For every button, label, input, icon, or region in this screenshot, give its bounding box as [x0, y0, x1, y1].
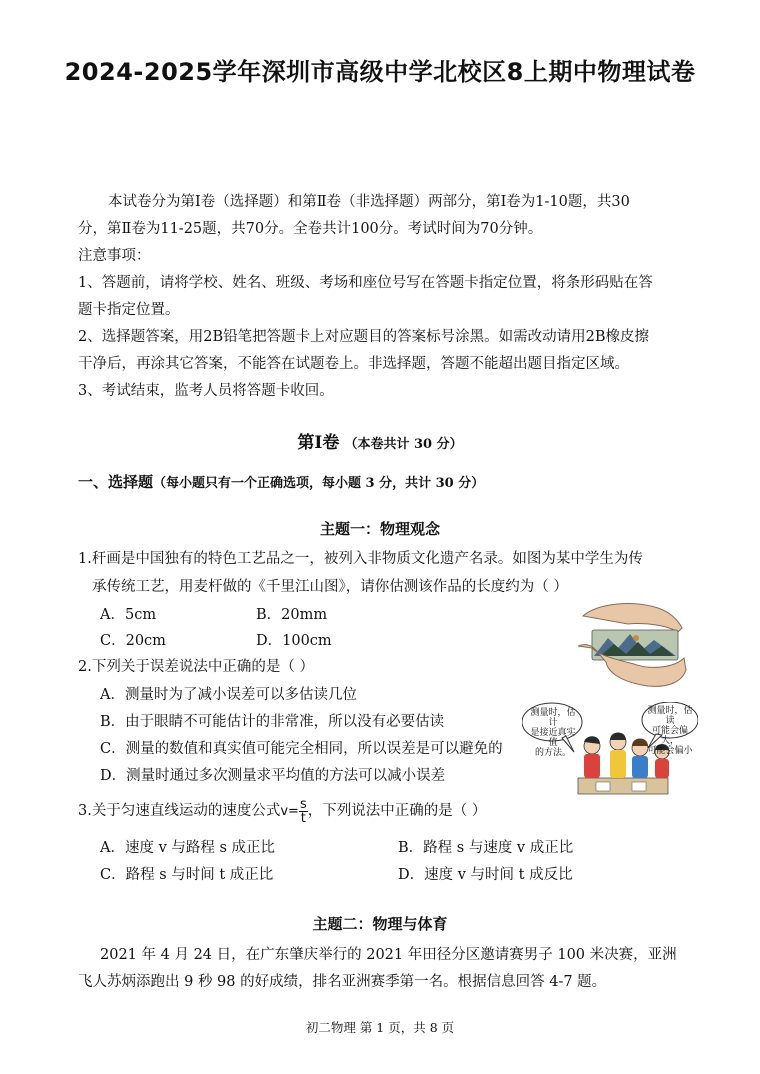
- q3-option-d: D．速度 v 与时间 t 成反比: [398, 867, 573, 883]
- q3-formula-v: v=: [280, 804, 299, 819]
- q3-formula-fraction: [299, 798, 308, 825]
- bubble-left-line-1: 测量时，估计: [530, 708, 576, 728]
- hands-painting-illustration: [578, 598, 688, 690]
- students-discussion-illustration: [522, 702, 698, 798]
- volume-title: 第Ⅰ卷: [297, 433, 340, 453]
- q3-option-c: C．路程 s 与时间 t 成正比: [100, 867, 274, 883]
- speech-bubble-left: [528, 708, 578, 758]
- section-header: [78, 471, 484, 492]
- notice-2a: 2、选择题答案，用2B铅笔把答题卡上对应题目的答案标号涂黑。如需改动请用2B橡皮擦: [78, 329, 649, 345]
- q3-option-a: A．速度 v 与路程 s 成正比: [100, 840, 276, 856]
- passage-line-2: 飞人苏炳添跑出 9 秒 98 的好成绩，排名亚洲赛季第一名。根据信息回答 4-7 题。: [78, 974, 607, 990]
- q2-option-c: C．测量的数值和真实值可能完全相同，所以误差是可以避免的: [100, 741, 503, 757]
- theme-2-title: 主题二：物理与体育: [312, 915, 448, 933]
- theme-1-title: 主题一：物理观念: [319, 520, 440, 538]
- q1-stem-1: 1.秆画是中国独有的特色工艺品之一，被列入非物质文化遗产名录。如图为某中学生为传: [78, 551, 643, 567]
- passage-line-1: 2021 年 4 月 24 日，在广东肇庆举行的 2021 年田径分区邀请赛男子 100 米决赛，亚洲: [100, 947, 677, 963]
- bubble-right-line-1: 测量时，估读: [647, 706, 693, 726]
- bubble-right-line-2: 可能会偏大，: [651, 726, 688, 746]
- q1-option-d: D．100cm: [256, 633, 332, 649]
- paper-title: 2024-2025学年深圳市高级中学北校区8上期中物理试卷: [64, 58, 696, 86]
- section-note: （每小题只有一个正确选项，每小题 3 分，共计 30 分）: [153, 476, 485, 491]
- bubble-left-line-3: 的方法。: [534, 748, 571, 758]
- section-title: 一、选择题: [78, 473, 154, 491]
- q2-option-a: A．测量时为了减小误差可以多估读几位: [100, 687, 357, 703]
- q1-option-c: C．20cm: [100, 633, 166, 649]
- bubble-right-line-3: 可能会偏小: [647, 746, 693, 756]
- bubble-left-line-2: 是接近真实值: [530, 728, 576, 748]
- q2-option-b: B．由于眼睛不可能估计的非常准，所以没有必要估读: [100, 714, 445, 730]
- q3-stem-pre: 3.关于匀速直线运动的速度公式: [78, 803, 281, 819]
- notice-title: 注意事项：: [78, 248, 151, 264]
- speech-bubble-right: [644, 706, 696, 756]
- intro-line-2: 分，第Ⅱ卷为11-25题，共70分。全卷共计100分。考试时间为70分钟。: [78, 221, 543, 237]
- intro-line-1: 本试卷分为第Ⅰ卷（选择题）和第Ⅱ卷（非选择题）两部分，第Ⅰ卷为1-10题，共30: [108, 194, 630, 210]
- q2-option-d: D．测量时通过多次测量求平均值的方法可以减小误差: [100, 768, 446, 784]
- notice-1a: 1、答题前，请将学校、姓名、班级、考场和座位号写在答题卡指定位置，将条形码贴在答: [78, 275, 653, 291]
- volume-note: （本卷共计 30 分）: [344, 437, 463, 452]
- volume-header: [0, 428, 760, 453]
- q3-stem-post: ，下列说法中正确的是（ ）: [307, 803, 487, 819]
- page-footer: 初二物理 第 1 页，共 8 页: [305, 1020, 455, 1035]
- q2-stem: 2.下列关于误差说法中正确的是（ ）: [78, 659, 314, 675]
- q1-option-a: A．5cm: [100, 607, 157, 623]
- notice-2b: 干净后，再涂其它答案，不能答在试题卷上。非选择题，答题不能超出题目指定区域。: [78, 356, 629, 372]
- notice-1b: 题卡指定位置。: [78, 302, 180, 318]
- q3-formula-denominator: t: [300, 810, 306, 826]
- q3-stem: [78, 796, 486, 827]
- q1-stem-2: 承传统工艺，用麦杆做的《千里江山图》，请你估测该作品的长度约为（ ）: [92, 579, 568, 595]
- q3-option-b: B．路程 s 与速度 v 成正比: [398, 840, 574, 856]
- q3-formula-numerator: s: [299, 796, 307, 812]
- q1-option-b: B．20mm: [256, 607, 328, 623]
- notice-3: 3、考试结束，监考人员将答题卡收回。: [78, 383, 334, 399]
